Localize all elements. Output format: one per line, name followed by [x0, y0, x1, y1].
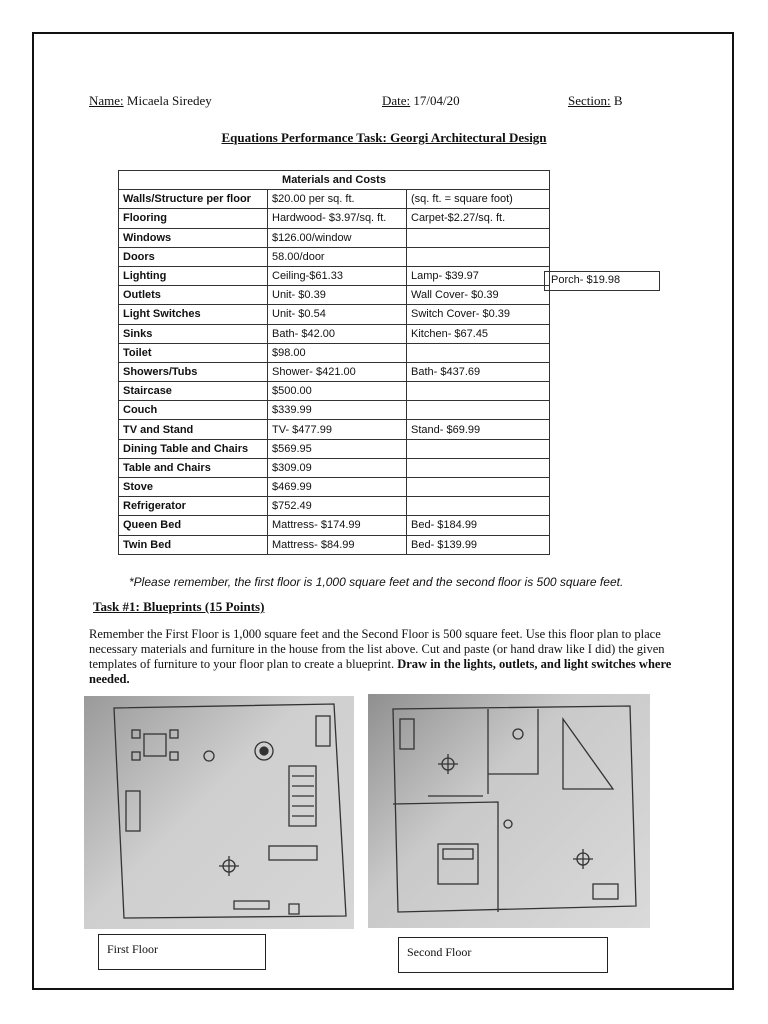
- table-row: [119, 516, 550, 535]
- cost-cell: [407, 343, 550, 362]
- item-name-cell: Stove: [119, 478, 268, 497]
- table-row: [119, 535, 550, 554]
- table-heading: Materials and Costs: [119, 171, 550, 190]
- table-row: [119, 209, 550, 228]
- table-row: [119, 266, 550, 285]
- item-name-cell: Queen Bed: [119, 516, 268, 535]
- cost-cell: Unit- $0.54: [268, 305, 407, 324]
- cost-cell: Stand- $69.99: [407, 420, 550, 439]
- item-name-cell: Walls/Structure per floor: [119, 190, 268, 209]
- instructions-text: Remember the First Floor is 1,000 square feet and the Second Floor is 500 square feet. Use this floor plan to place necessary materials and furniture in the house from the list above. Cut and paste (or hand draw like I did) the given templates of furniture to your floor plan to create a blueprint.: [89, 627, 665, 671]
- cost-cell: [407, 439, 550, 458]
- cost-cell: TV- $477.99: [268, 420, 407, 439]
- table-row: [119, 228, 550, 247]
- item-name-cell: Refrigerator: [119, 497, 268, 516]
- item-name-cell: Outlets: [119, 286, 268, 305]
- square-footage-note: *Please remember, the first floor is 1,000 square feet and the second floor is 500 square feet.: [129, 575, 624, 589]
- table-row: [119, 362, 550, 381]
- cost-cell: $569.95: [268, 439, 407, 458]
- item-name-cell: Light Switches: [119, 305, 268, 324]
- cost-cell: Kitchen- $67.45: [407, 324, 550, 343]
- document-title: Equations Performance Task: Georgi Architectural Design: [221, 130, 547, 145]
- cost-cell: [407, 228, 550, 247]
- table-row: [119, 343, 550, 362]
- instructions-bold: Draw in the lights, outlets, and light switches where needed.: [89, 657, 672, 686]
- cost-cell: Lamp- $39.97: [407, 266, 550, 285]
- cost-cell: Switch Cover- $0.39: [407, 305, 550, 324]
- name-field: [89, 93, 212, 109]
- cost-cell: Carpet-$2.27/sq. ft.: [407, 209, 550, 228]
- cost-cell: $339.99: [268, 401, 407, 420]
- first-floor-blueprint-photo: [84, 696, 354, 929]
- cost-cell: Mattress- $174.99: [268, 516, 407, 535]
- section-field: [568, 93, 623, 109]
- cost-cell: $20.00 per sq. ft.: [268, 190, 407, 209]
- cost-cell: Hardwood- $3.97/sq. ft.: [268, 209, 407, 228]
- table-row: [119, 439, 550, 458]
- item-name-cell: Sinks: [119, 324, 268, 343]
- first-floor-sketch: [84, 696, 354, 929]
- cost-cell: [407, 382, 550, 401]
- cost-cell: [407, 401, 550, 420]
- porch-cost-cell: Porch- $19.98: [544, 271, 660, 291]
- cost-cell: (sq. ft. = square foot): [407, 190, 550, 209]
- item-name-cell: Windows: [119, 228, 268, 247]
- table-row: [119, 382, 550, 401]
- item-name-cell: Lighting: [119, 266, 268, 285]
- item-name-cell: Dining Table and Chairs: [119, 439, 268, 458]
- cost-cell: $126.00/window: [268, 228, 407, 247]
- table-row: [119, 420, 550, 439]
- date-label: Date:: [382, 93, 411, 108]
- item-name-cell: Twin Bed: [119, 535, 268, 554]
- cost-cell: Bath- $437.69: [407, 362, 550, 381]
- cost-cell: $500.00: [268, 382, 407, 401]
- cost-cell: Unit- $0.39: [268, 286, 407, 305]
- table-row: [119, 247, 550, 266]
- item-name-cell: Doors: [119, 247, 268, 266]
- cost-cell: [407, 247, 550, 266]
- cost-cell: $469.99: [268, 478, 407, 497]
- section-value: B: [613, 93, 623, 108]
- cost-cell: [407, 497, 550, 516]
- cost-cell: Bath- $42.00: [268, 324, 407, 343]
- cost-cell: Ceiling-$61.33: [268, 266, 407, 285]
- table-row: [119, 190, 550, 209]
- date-field: [382, 93, 460, 109]
- item-name-cell: Flooring: [119, 209, 268, 228]
- table-row: [119, 286, 550, 305]
- name-label: Name:: [89, 93, 124, 108]
- cost-cell: 58.00/door: [268, 247, 407, 266]
- cost-cell: Mattress- $84.99: [268, 535, 407, 554]
- second-floor-blueprint-photo: [368, 694, 650, 928]
- item-name-cell: Table and Chairs: [119, 458, 268, 477]
- task-heading: Task #1: Blueprints (15 Points): [93, 599, 265, 614]
- cost-cell: [407, 458, 550, 477]
- second-floor-sketch: [368, 694, 650, 928]
- cost-cell: Shower- $421.00: [268, 362, 407, 381]
- item-name-cell: Toilet: [119, 343, 268, 362]
- table-row: [119, 458, 550, 477]
- cost-cell: $752.49: [268, 497, 407, 516]
- instructions: [89, 627, 679, 687]
- date-value: 17/04/20: [413, 93, 460, 108]
- cost-cell: Wall Cover- $0.39: [407, 286, 550, 305]
- table-row: [119, 401, 550, 420]
- name-value: Micaela Siredey: [126, 93, 212, 108]
- item-name-cell: Staircase: [119, 382, 268, 401]
- section-label: Section:: [568, 93, 611, 108]
- cost-cell: Bed- $184.99: [407, 516, 550, 535]
- second-floor-caption: Second Floor: [398, 937, 608, 973]
- cost-cell: [407, 478, 550, 497]
- table-row: [119, 478, 550, 497]
- table-row: [119, 497, 550, 516]
- table-row: [119, 305, 550, 324]
- cost-cell: $98.00: [268, 343, 407, 362]
- item-name-cell: TV and Stand: [119, 420, 268, 439]
- item-name-cell: Couch: [119, 401, 268, 420]
- table-row: [119, 324, 550, 343]
- cost-cell: $309.09: [268, 458, 407, 477]
- cost-cell: Bed- $139.99: [407, 535, 550, 554]
- materials-table: [118, 170, 550, 555]
- first-floor-caption: First Floor: [98, 934, 266, 970]
- item-name-cell: Showers/Tubs: [119, 362, 268, 381]
